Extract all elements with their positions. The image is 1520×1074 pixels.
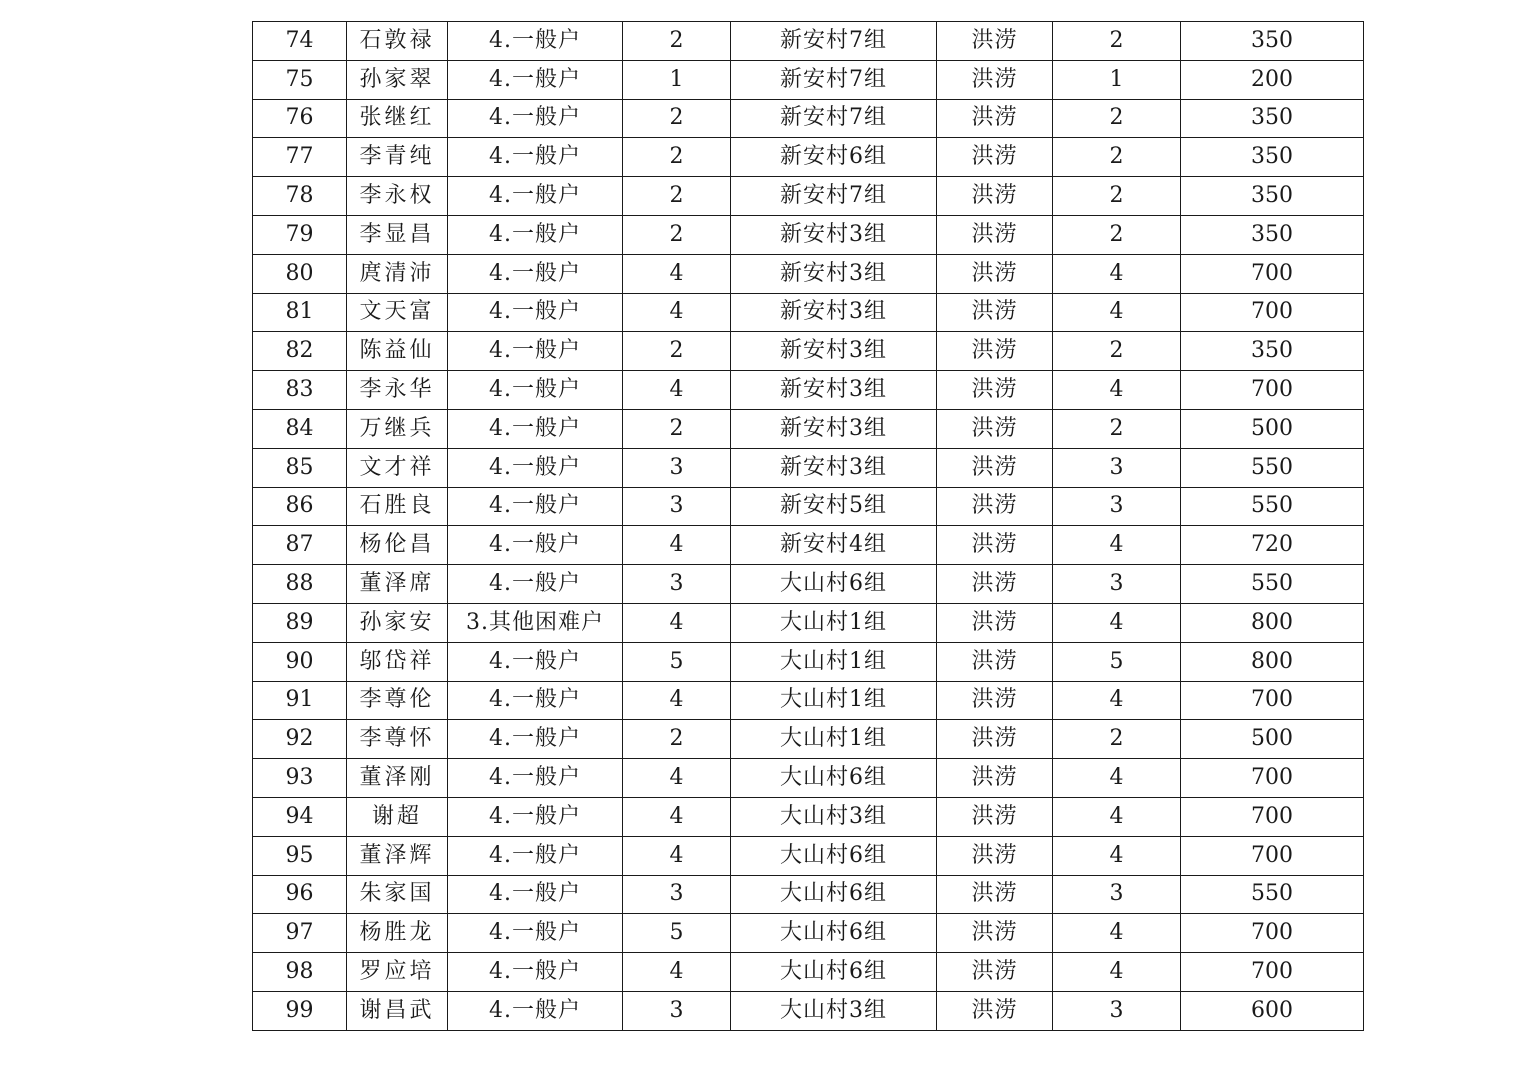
cell-name: 李显昌 [347,215,448,254]
cell-name: 邬岱祥 [347,642,448,681]
cell-location: 大山村1组 [731,603,937,642]
cell-location: 新安村3组 [731,448,937,487]
table-row [253,177,1364,216]
cell-household-type: 4.一般户 [448,177,623,216]
table-row [253,991,1364,1030]
cell-affected-people: 4 [1053,526,1181,565]
table-row [253,836,1364,875]
cell-disaster-type: 洪涝 [937,720,1053,759]
cell-name: 杨伦昌 [347,526,448,565]
table-row [253,138,1364,177]
cell-affected-people: 2 [1053,99,1181,138]
cell-disaster-type: 洪涝 [937,60,1053,99]
cell-name: 谢昌武 [347,991,448,1030]
cell-amount: 800 [1181,603,1364,642]
cell-household-type: 4.一般户 [448,526,623,565]
cell-location: 大山村1组 [731,642,937,681]
cell-household-size: 3 [623,448,731,487]
cell-name: 孙家安 [347,603,448,642]
cell-name: 文天富 [347,293,448,332]
cell-household-type: 4.一般户 [448,332,623,371]
cell-no: 80 [253,254,347,293]
cell-location: 大山村6组 [731,953,937,992]
cell-disaster-type: 洪涝 [937,177,1053,216]
cell-affected-people: 4 [1053,681,1181,720]
cell-affected-people: 2 [1053,215,1181,254]
cell-disaster-type: 洪涝 [937,293,1053,332]
cell-household-type: 4.一般户 [448,759,623,798]
cell-amount: 700 [1181,836,1364,875]
cell-name: 朱家国 [347,875,448,914]
cell-household-type: 4.一般户 [448,681,623,720]
cell-amount: 550 [1181,448,1364,487]
cell-household-type: 4.一般户 [448,371,623,410]
cell-disaster-type: 洪涝 [937,138,1053,177]
cell-household-type: 4.一般户 [448,875,623,914]
cell-affected-people: 4 [1053,797,1181,836]
cell-amount: 720 [1181,526,1364,565]
cell-disaster-type: 洪涝 [937,332,1053,371]
cell-affected-people: 4 [1053,371,1181,410]
cell-location: 新安村7组 [731,99,937,138]
cell-amount: 500 [1181,720,1364,759]
table-row [253,293,1364,332]
cell-no: 91 [253,681,347,720]
cell-amount: 550 [1181,875,1364,914]
cell-household-size: 4 [623,254,731,293]
cell-amount: 350 [1181,138,1364,177]
cell-amount: 700 [1181,293,1364,332]
cell-no: 82 [253,332,347,371]
cell-amount: 550 [1181,487,1364,526]
cell-amount: 700 [1181,759,1364,798]
cell-affected-people: 3 [1053,875,1181,914]
cell-household-type: 4.一般户 [448,409,623,448]
cell-household-size: 2 [623,409,731,448]
cell-location: 大山村3组 [731,797,937,836]
cell-household-size: 4 [623,681,731,720]
cell-household-size: 4 [623,526,731,565]
cell-disaster-type: 洪涝 [937,22,1053,61]
cell-no: 87 [253,526,347,565]
table-row [253,526,1364,565]
cell-disaster-type: 洪涝 [937,409,1053,448]
table-row [253,681,1364,720]
cell-household-size: 5 [623,642,731,681]
cell-household-type: 4.一般户 [448,565,623,604]
cell-affected-people: 1 [1053,60,1181,99]
table-row [253,371,1364,410]
cell-household-size: 2 [623,177,731,216]
table-row [253,797,1364,836]
cell-amount: 500 [1181,409,1364,448]
cell-no: 75 [253,60,347,99]
cell-household-type: 4.一般户 [448,953,623,992]
cell-amount: 700 [1181,953,1364,992]
cell-household-size: 1 [623,60,731,99]
cell-household-type: 4.一般户 [448,797,623,836]
cell-amount: 350 [1181,215,1364,254]
cell-location: 大山村6组 [731,875,937,914]
cell-location: 新安村5组 [731,487,937,526]
cell-amount: 700 [1181,254,1364,293]
cell-disaster-type: 洪涝 [937,642,1053,681]
cell-no: 97 [253,914,347,953]
table-row [253,720,1364,759]
cell-no: 96 [253,875,347,914]
cell-amount: 350 [1181,22,1364,61]
cell-affected-people: 2 [1053,22,1181,61]
cell-affected-people: 4 [1053,836,1181,875]
cell-amount: 350 [1181,177,1364,216]
table-row [253,565,1364,604]
cell-disaster-type: 洪涝 [937,254,1053,293]
cell-amount: 350 [1181,99,1364,138]
cell-household-size: 3 [623,875,731,914]
cell-no: 88 [253,565,347,604]
cell-no: 94 [253,797,347,836]
cell-disaster-type: 洪涝 [937,526,1053,565]
cell-location: 新安村7组 [731,22,937,61]
cell-household-type: 4.一般户 [448,487,623,526]
cell-location: 大山村1组 [731,681,937,720]
cell-name: 石敦禄 [347,22,448,61]
table-row [253,332,1364,371]
cell-location: 新安村7组 [731,177,937,216]
cell-household-size: 4 [623,293,731,332]
cell-location: 新安村7组 [731,60,937,99]
cell-affected-people: 4 [1053,293,1181,332]
cell-household-size: 3 [623,565,731,604]
cell-household-size: 3 [623,487,731,526]
cell-household-size: 2 [623,215,731,254]
cell-affected-people: 3 [1053,448,1181,487]
cell-no: 83 [253,371,347,410]
table-row [253,875,1364,914]
cell-household-size: 2 [623,332,731,371]
cell-name: 罗应培 [347,953,448,992]
cell-no: 76 [253,99,347,138]
cell-household-type: 4.一般户 [448,836,623,875]
cell-name: 陈益仙 [347,332,448,371]
table-row [253,603,1364,642]
cell-household-size: 2 [623,720,731,759]
cell-disaster-type: 洪涝 [937,681,1053,720]
cell-name: 李尊伦 [347,681,448,720]
table-row [253,914,1364,953]
cell-affected-people: 2 [1053,409,1181,448]
cell-location: 大山村6组 [731,836,937,875]
cell-household-size: 4 [623,953,731,992]
table-row [253,215,1364,254]
cell-name: 李尊怀 [347,720,448,759]
cell-name: 李永华 [347,371,448,410]
cell-no: 99 [253,991,347,1030]
cell-location: 新安村3组 [731,293,937,332]
cell-no: 77 [253,138,347,177]
cell-disaster-type: 洪涝 [937,759,1053,798]
cell-no: 74 [253,22,347,61]
cell-disaster-type: 洪涝 [937,371,1053,410]
cell-location: 新安村6组 [731,138,937,177]
cell-household-type: 4.一般户 [448,914,623,953]
relief-table [252,21,1364,1031]
cell-household-type: 4.一般户 [448,215,623,254]
cell-name: 李永权 [347,177,448,216]
cell-affected-people: 5 [1053,642,1181,681]
cell-amount: 700 [1181,681,1364,720]
cell-no: 90 [253,642,347,681]
cell-no: 78 [253,177,347,216]
cell-location: 大山村6组 [731,565,937,604]
cell-amount: 700 [1181,371,1364,410]
cell-name: 李青纯 [347,138,448,177]
cell-no: 79 [253,215,347,254]
cell-disaster-type: 洪涝 [937,99,1053,138]
cell-location: 新安村3组 [731,254,937,293]
table-row [253,759,1364,798]
cell-household-type: 4.一般户 [448,720,623,759]
table-row [253,60,1364,99]
cell-affected-people: 4 [1053,603,1181,642]
cell-name: 董泽辉 [347,836,448,875]
table-row [253,642,1364,681]
cell-household-size: 3 [623,991,731,1030]
cell-name: 谢超 [347,797,448,836]
cell-disaster-type: 洪涝 [937,215,1053,254]
cell-household-type: 4.一般户 [448,99,623,138]
cell-household-type: 4.一般户 [448,254,623,293]
cell-affected-people: 3 [1053,991,1181,1030]
cell-household-type: 4.一般户 [448,991,623,1030]
cell-affected-people: 4 [1053,953,1181,992]
table-row [253,99,1364,138]
cell-disaster-type: 洪涝 [937,565,1053,604]
cell-household-size: 5 [623,914,731,953]
cell-disaster-type: 洪涝 [937,914,1053,953]
table-row [253,448,1364,487]
cell-disaster-type: 洪涝 [937,448,1053,487]
cell-household-size: 4 [623,371,731,410]
cell-household-size: 4 [623,836,731,875]
cell-name: 董泽刚 [347,759,448,798]
cell-affected-people: 4 [1053,759,1181,798]
cell-name: 张继红 [347,99,448,138]
table-row [253,22,1364,61]
cell-no: 93 [253,759,347,798]
cell-affected-people: 4 [1053,254,1181,293]
cell-no: 85 [253,448,347,487]
cell-household-type: 4.一般户 [448,138,623,177]
cell-household-type: 4.一般户 [448,448,623,487]
cell-no: 98 [253,953,347,992]
cell-household-type: 4.一般户 [448,293,623,332]
cell-disaster-type: 洪涝 [937,991,1053,1030]
cell-no: 89 [253,603,347,642]
cell-name: 董泽席 [347,565,448,604]
table-row [253,487,1364,526]
cell-household-type: 4.一般户 [448,60,623,99]
cell-household-size: 2 [623,138,731,177]
cell-disaster-type: 洪涝 [937,487,1053,526]
cell-amount: 700 [1181,914,1364,953]
cell-affected-people: 4 [1053,914,1181,953]
cell-location: 大山村3组 [731,991,937,1030]
cell-amount: 200 [1181,60,1364,99]
cell-location: 新安村3组 [731,215,937,254]
table-row [253,953,1364,992]
table-row [253,409,1364,448]
table-row [253,254,1364,293]
cell-no: 84 [253,409,347,448]
cell-name: 石胜良 [347,487,448,526]
cell-affected-people: 3 [1053,487,1181,526]
cell-name: 孙家翠 [347,60,448,99]
cell-name: 文才祥 [347,448,448,487]
cell-affected-people: 2 [1053,332,1181,371]
cell-location: 新安村4组 [731,526,937,565]
cell-name: 杨胜龙 [347,914,448,953]
cell-name: 万继兵 [347,409,448,448]
cell-disaster-type: 洪涝 [937,836,1053,875]
cell-location: 新安村3组 [731,371,937,410]
cell-household-type: 4.一般户 [448,642,623,681]
cell-location: 大山村1组 [731,720,937,759]
cell-no: 92 [253,720,347,759]
cell-affected-people: 3 [1053,565,1181,604]
cell-affected-people: 2 [1053,138,1181,177]
cell-household-type: 3.其他困难户 [448,603,623,642]
cell-household-size: 2 [623,22,731,61]
cell-location: 大山村6组 [731,759,937,798]
cell-location: 新安村3组 [731,332,937,371]
cell-no: 86 [253,487,347,526]
cell-no: 81 [253,293,347,332]
cell-amount: 550 [1181,565,1364,604]
cell-location: 大山村6组 [731,914,937,953]
cell-household-size: 2 [623,99,731,138]
cell-affected-people: 2 [1053,177,1181,216]
cell-household-size: 4 [623,759,731,798]
cell-location: 新安村3组 [731,409,937,448]
cell-no: 95 [253,836,347,875]
cell-disaster-type: 洪涝 [937,797,1053,836]
cell-household-size: 4 [623,797,731,836]
cell-amount: 600 [1181,991,1364,1030]
cell-disaster-type: 洪涝 [937,953,1053,992]
cell-disaster-type: 洪涝 [937,875,1053,914]
cell-disaster-type: 洪涝 [937,603,1053,642]
cell-amount: 700 [1181,797,1364,836]
cell-household-size: 4 [623,603,731,642]
table-body [253,22,1364,1031]
cell-amount: 350 [1181,332,1364,371]
cell-amount: 800 [1181,642,1364,681]
cell-household-type: 4.一般户 [448,22,623,61]
cell-affected-people: 2 [1053,720,1181,759]
cell-name: 庹清沛 [347,254,448,293]
